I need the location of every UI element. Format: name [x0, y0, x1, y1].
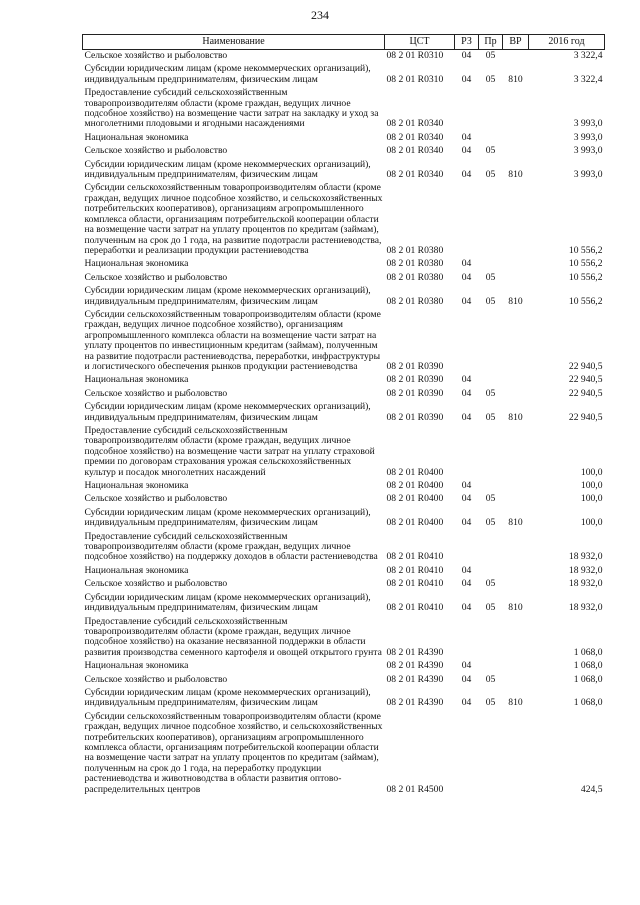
cell-vr	[503, 425, 529, 480]
cell-pr	[479, 425, 503, 480]
cell-sum: 3 993,0	[573, 131, 603, 143]
cell-vr	[503, 493, 529, 506]
table-row	[83, 687, 605, 711]
cell-cst: 08 2 01 R0380	[386, 244, 444, 256]
cell-cst: 08 2 01 R0390	[386, 411, 444, 423]
cell-rz: 04	[461, 517, 472, 529]
cell-cst: 08 2 01 R4390	[386, 660, 444, 672]
table-row	[83, 616, 605, 661]
cell-name: Предоставление субсидий сельскохозяйственным товаропроизводителям области (кроме граждан, ведущих личное подсобное хозяйство) на возмещение части затрат на уплату страховой премии по договорам страхования урожая сельскохозяйственных культур и посадок многолетних насаждений	[84, 425, 375, 478]
table-row	[83, 132, 605, 145]
cell-name: Субсидии юридическим лицам (кроме некоммерческих организаций), индивидуальным предпринимателям, физическим лицам	[84, 686, 371, 709]
cell-name: Субсидии юридическим лицам (кроме некоммерческих организаций), индивидуальным предпринимателям, физическим лицам	[84, 63, 371, 85]
table-row	[83, 388, 605, 401]
cell-cst: 08 2 01 R4500	[386, 783, 444, 795]
cell-rz	[455, 616, 479, 661]
cell-pr: 05	[485, 271, 496, 283]
cell-name: Субсидии сельскохозяйственным товаропроизводителям области (кроме граждан, ведущих личное подсобное хозяйство, и сельскохозяйственных потребительских кооперативов), организациям агропромышленного комплекса области, организациям потребительской кооперации области на возмещение части затрат на уплату процентов по кредитам (займам), полученным на срок до 1 года, на развитие подотрасли растениеводства, переработки и реализации продукции растениеводства	[84, 182, 383, 256]
table-row	[83, 592, 605, 616]
table-header-row	[83, 35, 605, 50]
cell-rz: 04	[461, 493, 472, 505]
cell-pr	[479, 531, 503, 565]
cell-pr: 05	[485, 411, 496, 423]
cell-rz: 04	[461, 387, 472, 399]
cell-sum: 100,0	[580, 517, 603, 529]
cell-cst: 08 2 01 R0410	[386, 602, 444, 614]
cell-cst: 08 2 01 R0390	[386, 374, 444, 386]
cell-cst: 08 2 01 R0340	[386, 118, 444, 130]
header-vr: ВР	[503, 35, 529, 50]
cell-name: Национальная экономика	[84, 480, 189, 492]
cell-cst: 08 2 01 R0340	[386, 131, 444, 143]
table-row	[83, 711, 605, 797]
cell-cst: 08 2 01 R0390	[386, 360, 444, 372]
cell-vr: 810	[508, 295, 523, 307]
table-row	[83, 145, 605, 158]
cell-sum: 3 993,0	[573, 145, 603, 157]
table-row	[83, 401, 605, 425]
cell-pr	[479, 616, 503, 661]
cell-name: Субсидии юридическим лицам (кроме некоммерческих организаций), индивидуальным предпринимателям, физическим лицам	[84, 401, 371, 423]
cell-pr	[479, 480, 503, 493]
cell-sum: 100,0	[580, 480, 603, 492]
cell-pr: 05	[485, 295, 496, 307]
table-row	[83, 50, 605, 64]
cell-cst: 08 2 01 R0340	[386, 145, 444, 157]
cell-cst: 08 2 01 R0410	[386, 564, 444, 576]
cell-vr	[503, 616, 529, 661]
cell-name: Национальная экономика	[84, 258, 189, 270]
cell-vr	[503, 674, 529, 687]
cell-pr: 05	[485, 517, 496, 529]
cell-vr: 810	[508, 73, 523, 85]
cell-sum: 1 068,0	[573, 697, 603, 709]
cell-rz: 04	[461, 145, 472, 157]
cell-pr: 05	[485, 673, 496, 685]
header-name: Наименование	[83, 35, 385, 50]
cell-sum: 10 556,2	[568, 295, 603, 307]
header-rz: РЗ	[455, 35, 479, 50]
cell-pr	[479, 374, 503, 387]
table-row	[83, 63, 605, 87]
budget-table	[82, 34, 605, 797]
cell-name: Сельское хозяйство и рыболовство	[84, 145, 228, 157]
cell-pr	[479, 132, 503, 145]
cell-vr: 810	[508, 411, 523, 423]
cell-vr	[503, 145, 529, 158]
cell-rz: 04	[461, 271, 472, 283]
cell-cst: 08 2 01 R0380	[386, 258, 444, 270]
header-pr: Пр	[479, 35, 503, 50]
cell-rz: 04	[461, 697, 472, 709]
cell-vr	[503, 374, 529, 387]
cell-pr	[479, 565, 503, 578]
header-year: 2016 год	[529, 35, 605, 50]
cell-sum: 1 068,0	[573, 660, 603, 672]
cell-rz: 04	[461, 602, 472, 614]
table-row	[83, 374, 605, 387]
cell-cst: 08 2 01 R0410	[386, 578, 444, 590]
cell-vr	[503, 660, 529, 673]
cell-vr	[503, 132, 529, 145]
cell-vr: 810	[508, 169, 523, 181]
cell-rz: 04	[461, 480, 472, 492]
cell-rz	[455, 425, 479, 480]
cell-rz: 04	[461, 50, 472, 61]
cell-pr: 05	[485, 169, 496, 181]
table-row	[83, 531, 605, 565]
cell-vr	[503, 258, 529, 271]
cell-rz	[455, 309, 479, 374]
cell-rz: 04	[461, 564, 472, 576]
cell-cst: 08 2 01 R0340	[386, 169, 444, 181]
cell-pr: 05	[485, 493, 496, 505]
cell-sum: 3 322,4	[573, 73, 603, 85]
cell-sum: 3 993,0	[573, 169, 603, 181]
header-cst: ЦСТ	[385, 35, 455, 50]
cell-sum: 22 940,5	[568, 411, 603, 423]
cell-sum: 3 322,4	[573, 50, 603, 61]
cell-rz: 04	[461, 169, 472, 181]
table-row	[83, 182, 605, 258]
cell-name: Сельское хозяйство и рыболовство	[84, 673, 228, 685]
cell-sum: 100,0	[580, 493, 603, 505]
page-number: 234	[311, 8, 329, 22]
cell-vr	[503, 480, 529, 493]
table-row	[83, 272, 605, 285]
cell-cst: 08 2 01 R0380	[386, 271, 444, 283]
cell-cst: 08 2 01 R0400	[386, 466, 444, 478]
table-row	[83, 507, 605, 531]
cell-sum: 1 068,0	[573, 673, 603, 685]
cell-pr	[479, 182, 503, 258]
cell-name: Национальная экономика	[84, 564, 189, 576]
cell-pr	[479, 660, 503, 673]
cell-pr	[479, 258, 503, 271]
cell-name: Субсидии сельскохозяйственным товаропроизводителям области (кроме граждан, ведущих личное подсобное хозяйство, и сельскохозяйственных потребительских кооперативов), организациям агропромышленного комплекса области, организациям потребительской кооперации области на возмещение части затрат на уплату процентов по кредитам (займам), полученным на срок до 1 года, на переработку продукции растениеводства и животноводства в области развития оптово-распределительных центров	[84, 710, 383, 795]
cell-name: Предоставление субсидий сельскохозяйственным товаропроизводителям области (кроме граждан, ведущих личное подсобное хозяйство) на оказание несвязанной поддержки в области развития производства семенного картофеля и овощей открытого грунта	[84, 615, 382, 658]
cell-cst: 08 2 01 R0310	[386, 50, 444, 61]
cell-name: Сельское хозяйство и рыболовство	[84, 493, 228, 505]
table-row	[83, 660, 605, 673]
cell-vr	[503, 711, 529, 797]
cell-vr: 810	[508, 697, 523, 709]
cell-rz: 04	[461, 578, 472, 590]
cell-cst: 08 2 01 R0400	[386, 480, 444, 492]
cell-cst: 08 2 01 R0380	[386, 295, 444, 307]
cell-name: Национальная экономика	[84, 660, 189, 672]
cell-rz: 04	[461, 73, 472, 85]
cell-sum: 10 556,2	[568, 258, 603, 270]
cell-vr	[503, 182, 529, 258]
cell-sum: 22 940,5	[568, 374, 603, 386]
cell-name: Предоставление субсидий сельскохозяйственным товаропроизводителям области (кроме граждан, ведущих личное подсобное хозяйство) на поддержку доходов в области растениеводства	[84, 530, 378, 563]
table-row	[83, 258, 605, 271]
cell-sum: 22 940,5	[568, 360, 603, 372]
cell-rz: 04	[461, 258, 472, 270]
cell-rz	[455, 182, 479, 258]
cell-rz: 04	[461, 660, 472, 672]
cell-rz: 04	[461, 411, 472, 423]
cell-pr	[479, 309, 503, 374]
cell-vr	[503, 578, 529, 591]
cell-vr	[503, 565, 529, 578]
cell-pr: 05	[485, 50, 496, 61]
table-row	[83, 493, 605, 506]
cell-rz	[455, 711, 479, 797]
cell-sum: 10 556,2	[568, 271, 603, 283]
cell-cst: 08 2 01 R4390	[386, 646, 444, 658]
cell-name: Предоставление субсидий сельскохозяйственным товаропроизводителям области (кроме граждан, ведущих личное подсобное хозяйство) на возмещение части затрат на закладку и уход за многолетними плодовыми и ягодными насаждениями	[84, 87, 379, 130]
cell-name: Национальная экономика	[84, 131, 189, 143]
cell-rz	[455, 87, 479, 132]
cell-sum: 18 932,0	[568, 551, 603, 563]
cell-name: Субсидии юридическим лицам (кроме некоммерческих организаций), индивидуальным предпринимателям, физическим лицам	[84, 158, 371, 181]
cell-pr: 05	[485, 602, 496, 614]
cell-pr: 05	[485, 73, 496, 85]
cell-pr: 05	[485, 578, 496, 590]
cell-rz: 04	[461, 131, 472, 143]
table-row	[83, 285, 605, 309]
cell-name: Субсидии юридическим лицам (кроме некоммерческих организаций), индивидуальным предпринимателям, физическим лицам	[84, 285, 371, 307]
cell-rz: 04	[461, 374, 472, 386]
cell-rz: 04	[461, 673, 472, 685]
cell-name: Субсидии сельскохозяйственным товаропроизводителям области (кроме граждан, ведущих личное подсобное хозяйство), организациям агропромышленного комплекса области на возмещение части затрат на уплату процентов по инвестиционным кредитам (займам), полученным на развитие подотрасли растениеводства, переработки, инфраструктуры и логистического обеспечения рынков продукции растениеводства	[84, 308, 381, 372]
table-row	[83, 565, 605, 578]
cell-vr	[503, 272, 529, 285]
cell-sum: 18 932,0	[568, 564, 603, 576]
cell-rz: 04	[461, 295, 472, 307]
cell-cst: 08 2 01 R0400	[386, 517, 444, 529]
cell-sum: 18 932,0	[568, 602, 603, 614]
cell-cst: 08 2 01 R0400	[386, 493, 444, 505]
cell-sum: 424,5	[580, 783, 603, 795]
table-body	[83, 50, 605, 798]
cell-name: Сельское хозяйство и рыболовство	[84, 271, 228, 283]
cell-sum: 100,0	[580, 466, 603, 478]
cell-pr: 05	[485, 387, 496, 399]
cell-rz	[455, 531, 479, 565]
cell-pr	[479, 87, 503, 132]
cell-vr: 810	[508, 517, 523, 529]
cell-cst: 08 2 01 R0410	[386, 551, 444, 563]
cell-name: Сельское хозяйство и рыболовство	[84, 50, 228, 61]
cell-sum: 1 068,0	[573, 646, 603, 658]
cell-pr: 05	[485, 697, 496, 709]
cell-pr	[479, 711, 503, 797]
cell-cst: 08 2 01 R4390	[386, 697, 444, 709]
cell-sum: 22 940,5	[568, 387, 603, 399]
cell-vr	[503, 388, 529, 401]
cell-cst: 08 2 01 R0310	[386, 73, 444, 85]
cell-name: Субсидии юридическим лицам (кроме некоммерческих организаций), индивидуальным предпринимателям, физическим лицам	[84, 506, 371, 529]
cell-sum: 3 993,0	[573, 118, 603, 130]
cell-name: Национальная экономика	[84, 374, 189, 386]
cell-vr	[503, 50, 529, 64]
cell-vr	[503, 531, 529, 565]
table-row	[83, 674, 605, 687]
cell-vr	[503, 87, 529, 132]
cell-name: Сельское хозяйство и рыболовство	[84, 578, 228, 590]
cell-name: Субсидии юридическим лицам (кроме некоммерческих организаций), индивидуальным предпринимателям, физическим лицам	[84, 591, 371, 614]
table-row	[83, 309, 605, 374]
cell-cst: 08 2 01 R0390	[386, 387, 444, 399]
table-row	[83, 578, 605, 591]
table-row	[83, 159, 605, 183]
cell-sum: 18 932,0	[568, 578, 603, 590]
cell-pr: 05	[485, 145, 496, 157]
table-row	[83, 480, 605, 493]
cell-vr: 810	[508, 602, 523, 614]
cell-sum: 10 556,2	[568, 244, 603, 256]
cell-vr	[503, 309, 529, 374]
cell-cst: 08 2 01 R4390	[386, 673, 444, 685]
table-row	[83, 87, 605, 132]
cell-name: Сельское хозяйство и рыболовство	[84, 387, 228, 399]
table-row	[83, 425, 605, 480]
